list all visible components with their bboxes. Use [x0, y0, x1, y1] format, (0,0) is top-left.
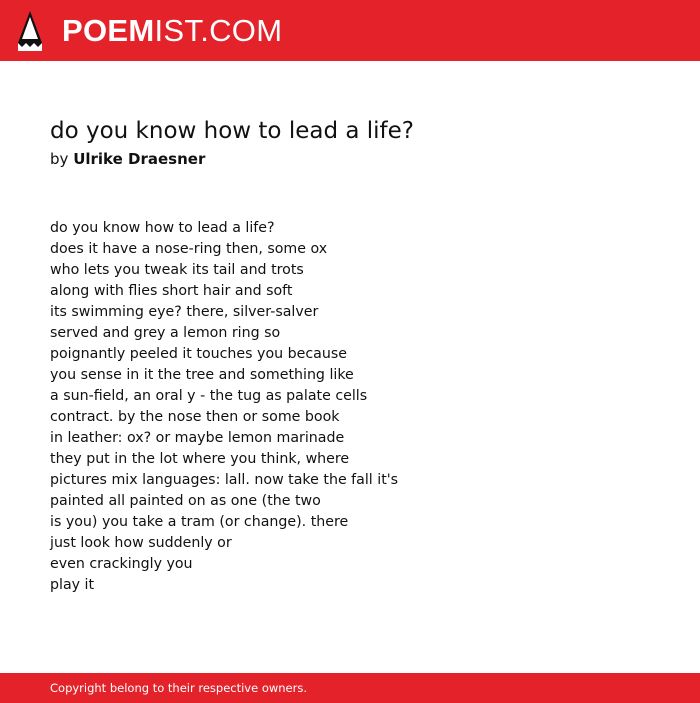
poem-line: pictures mix languages: lall. now take the fall it's [50, 472, 399, 488]
poem-line: in leather: ox? or maybe lemon marinade [50, 430, 345, 446]
poem-line: is you) you take a tram (or change). there [50, 514, 349, 530]
logo-light-text: IST.COM [154, 13, 283, 48]
poem-line: you sense in it the tree and something like [50, 367, 354, 383]
author-name: Ulrike Draesner [73, 150, 206, 168]
byline-prefix: by [50, 150, 69, 168]
poem-line: they put in the lot where you think, where [50, 451, 350, 467]
poem-line: poignantly peeled it touches you because [50, 346, 347, 362]
poem-title: do you know how to lead a life? [50, 118, 415, 144]
site-logo[interactable] [62, 13, 282, 49]
poem-line: who lets you tweak its tail and trots [50, 262, 304, 278]
poem-line: contract. by the nose then or some book [50, 409, 340, 425]
poem-line: painted all painted on as one (the two [50, 493, 321, 509]
site-footer [0, 673, 700, 703]
poem-line: even crackingly you [50, 556, 193, 572]
logo-bold-text: POEM [62, 13, 155, 48]
poem-body [50, 218, 398, 596]
pencil-tip-icon[interactable] [17, 10, 43, 52]
site-header [0, 0, 700, 61]
poem-line: along with flies short hair and soft [50, 283, 293, 299]
poem-line: does it have a nose-ring then, some ox [50, 241, 328, 257]
poem-line: just look how suddenly or [50, 535, 232, 551]
poem-line: do you know how to lead a life? [50, 220, 275, 236]
poem-line: its swimming eye? there, silver-salver [50, 304, 319, 320]
byline [50, 149, 205, 169]
poem-line: served and grey a lemon ring so [50, 325, 281, 341]
copyright-notice: Copyright belong to their respective owners. [50, 681, 308, 695]
poem-line: play it [50, 577, 95, 593]
poem-line: a sun-field, an oral y - the tug as palate cells [50, 388, 368, 404]
